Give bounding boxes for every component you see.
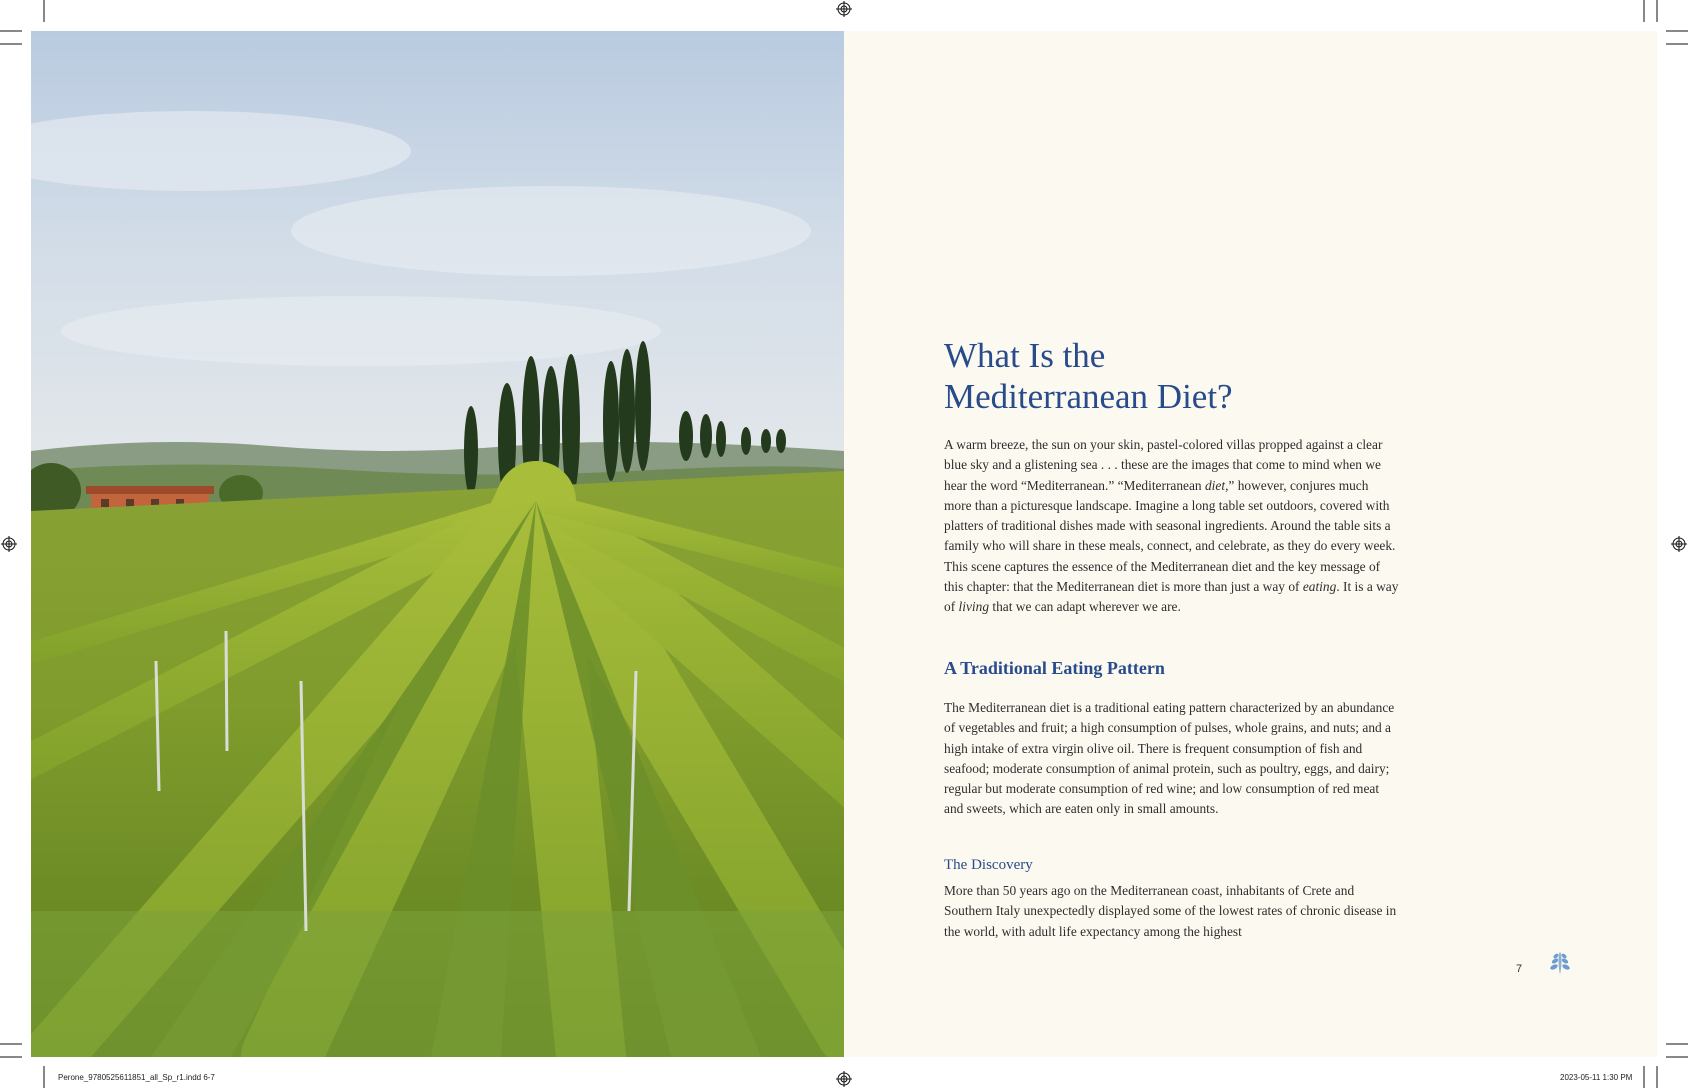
section-heading: A Traditional Eating Pattern xyxy=(944,658,1165,678)
slug-file-info: Perone_9780525611851_all_Sp_r1.indd 6-7 xyxy=(58,1073,215,1082)
olive-branch-ornament-icon xyxy=(1548,949,1572,977)
registration-mark-icon xyxy=(1,536,17,552)
intro-text-end: that we can adapt wherever we are. xyxy=(989,599,1181,615)
registration-mark-icon xyxy=(836,1,852,17)
intro-emphasis-living: living xyxy=(958,599,990,615)
chapter-title xyxy=(944,335,1404,417)
registration-mark-icon xyxy=(836,1071,852,1087)
vineyard-photo xyxy=(31,31,844,1057)
intro-text-start: A warm breeze, the sun on your skin, pastel-colored villas propped against a clear blue sky and a glistening sea . . . these are the images that come to mind when we hear the word “Mediterranean.” “Mediterranean xyxy=(944,437,1383,493)
slug-timestamp: 2023-05-11 1:30 PM xyxy=(1560,1073,1633,1082)
page-number: 7 xyxy=(1516,963,1523,975)
subsection-heading: The Discovery xyxy=(944,857,1033,873)
section-paragraph: The Mediterranean diet is a traditional eating pattern characterized by an abundance of vegetables and fruit; a high consumption of pulses, whole grains, and nuts; and a high intake of extra virgin olive oil. There is frequent consumption of fish and seafood; moderate consumption of animal protein, such as poultry, eggs, and dairy; regular but moderate consumption of red wine; and low consumption of red meat and sweets, which are eaten only in small amounts. xyxy=(944,700,1395,817)
chapter-title-line1: What Is the xyxy=(944,336,1106,375)
intro-emphasis-eating: eating xyxy=(1302,579,1337,595)
subsection-paragraph: More than 50 years ago on the Mediterranean coast, inhabitants of Crete and Southern Italy unexpectedly displayed some of the lowest rates of chronic disease in the world, with adult life expectancy among the highest xyxy=(944,883,1397,939)
intro-emphasis-diet: diet xyxy=(1204,477,1226,493)
chapter-title-line2: Mediterranean Diet? xyxy=(944,377,1233,416)
vineyard-illustration xyxy=(31,31,844,1057)
registration-mark-icon xyxy=(1671,536,1687,552)
text-page xyxy=(844,31,1657,1057)
intro-text-middle: ,” however, conjures much more than a picturesque landscape. Imagine a long table set outdoors, covered with platters of traditional dishes made with seasonal ingredients. Around the table sits a family who will share in these meals, connect, and celebrate, as they do every week. This scene captures the essence of the Mediterranean diet and the key message of this chapter: that the Mediterranean diet is more than just a way of xyxy=(944,477,1396,595)
intro-paragraph xyxy=(944,435,1399,618)
intro-text-join: . It is a way of xyxy=(944,579,1399,615)
